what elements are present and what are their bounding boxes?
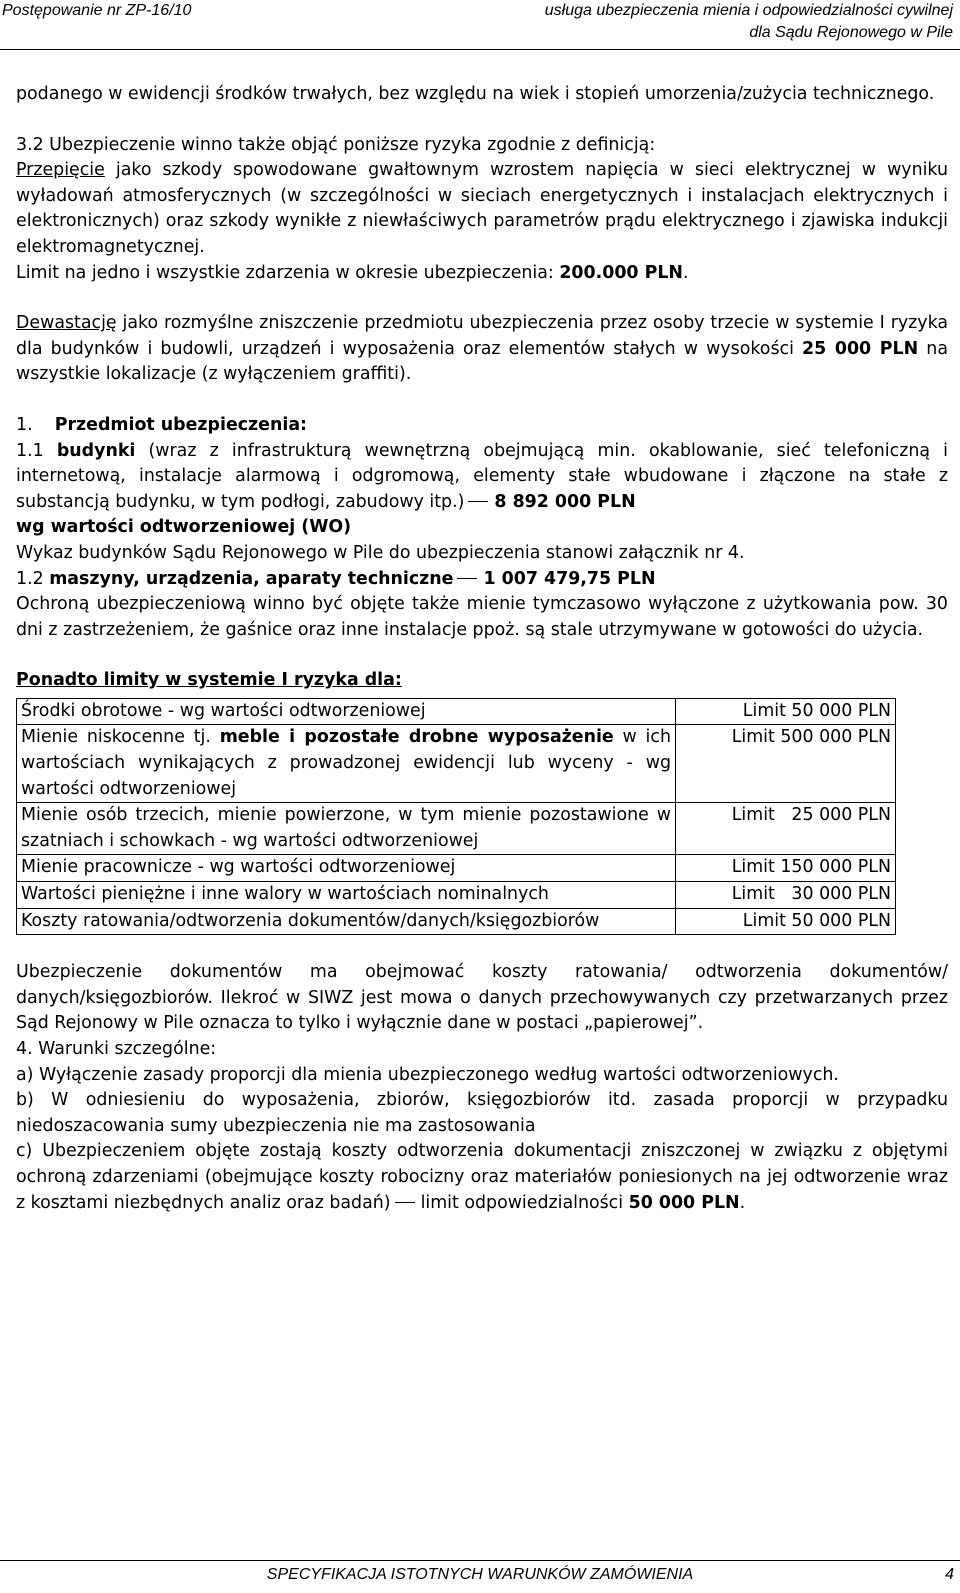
limit-value: Limit 50 000 PLN <box>676 698 896 725</box>
header-client: dla Sądu Rejonowego w Pile <box>749 24 953 41</box>
section-1-title: Przedmiot ubezpieczenia: <box>54 414 308 435</box>
header-rule <box>0 49 960 50</box>
condition-c: c) Ubezpieczeniem objęte zostają koszty odtworzenia dokumentacji zniszczonej w związku z objętymi ochroną zdarzeniami (obejmujące koszty robocizny oraz materiałów poniesionych na jej odtworzenie wraz z kosztami niezbędnych analiz oraz badań) limit odpowiedzialności 50 000 PLN. <box>16 1141 948 1213</box>
buildings-item: 1.1 budynki (wraz z infrastrukturą wewnętrzną obejmującą min. okablowanie, sieć telefoniczną i internetową, instalacje alarmową i odgromową, elementy stałe wbudowane i złączone na stałe z substancją budynku, w tym podłogi, zabudowy itp.) 8 892 000 PLN <box>16 440 948 512</box>
limit-value: Limit 30 000 PLN <box>676 882 896 909</box>
table-row <box>17 882 896 909</box>
vandalism-definition: Dewastację jako rozmyślne zniszczenie przedmiotu ubezpieczenia przez osoby trzecie w systemie I ryzyka dla budynków i budowli, urządzeń i wyposażenia oraz elementów stałych w wysokości 25 000 PLN na wszystkie lokalizacje (z wyłączeniem graffiti). <box>16 313 948 385</box>
dash <box>468 501 488 502</box>
limit-value: Limit 150 000 PLN <box>676 855 896 882</box>
document-body <box>16 82 948 1216</box>
limit-description: Mienie osób trzecich, mienie powierzone, w tym mienie pozostawione w szatniach i schowkach - wg wartości odtworzeniowej <box>17 803 676 855</box>
machines-label: maszyny, urządzenia, aparaty techniczne <box>49 568 454 589</box>
page-header <box>0 0 960 54</box>
section-4-title: 4. Warunki szczególne: <box>16 1039 217 1059</box>
condition-c-value: 50 000 PLN <box>628 1192 740 1213</box>
surge-limit: Limit na jedno i wszystkie zdarzenia w okresie ubezpieczenia: 200.000 PLN. <box>16 262 689 283</box>
page-footer <box>0 1560 960 1593</box>
vandalism-limit-value: 25 000 PLN <box>802 338 919 359</box>
header-service-title: usługa ubezpieczenia mienia i odpowiedzialności cywilnej <box>544 2 953 19</box>
header-procedure-number: Postępowanie nr ZP-16/10 <box>2 2 192 19</box>
limit-description: Środki obrotowe - wg wartości odtworzeniowej <box>17 698 676 725</box>
footer-title: SPECYFIKACJA ISTOTNYCH WARUNKÓW ZAMÓWIENIA <box>266 1566 694 1583</box>
surge-limit-value: 200.000 PLN <box>559 262 683 283</box>
table-row <box>17 698 896 725</box>
table-row <box>17 855 896 882</box>
condition-b: b) W odniesieniu do wyposażenia, zbiorów, księgozbiorów itd. zasada proporcji w przypadku niedoszacowania sumy ubezpieczenia nie ma zastosowania <box>16 1090 948 1136</box>
machines-item: 1.2 maszyny, urządzenia, aparaty techniczne 1 007 479,75 PLN <box>16 568 656 589</box>
surge-text: jako szkody spowodowane gwałtownym wzrostem napięcia w sieci elektrycznej w wyniku wyładowań atmosferycznych (w szczególności w sieciach energetycznych i instalacjach elektrycznych i elektronicznych) oraz szkody wynikłe z niewłaściwych parametrów prądu elektrycznego i zjawiska indukcji elektromagnetycznej. <box>16 160 948 257</box>
limit-value: Limit 500 000 PLN <box>676 725 896 803</box>
buildings-value: 8 892 000 PLN <box>494 491 636 512</box>
vandalism-term: Dewastację <box>16 313 117 334</box>
footer-rule <box>0 1560 960 1561</box>
page-number: 4 <box>945 1566 954 1583</box>
machines-value: 1 007 479,75 PLN <box>483 568 656 589</box>
limit-value: Limit 25 000 PLN <box>676 803 896 855</box>
dash <box>457 578 477 579</box>
limits-table <box>16 698 896 935</box>
condition-a: a) Wyłączenie zasady proporcji dla mienia ubezpieczonego według wartości odtworzeniowych. <box>16 1064 839 1085</box>
buildings-list-note: Wykaz budynków Sądu Rejonowego w Pile do ubezpieczenia stanowi załącznik nr 4. <box>16 542 745 563</box>
table-row <box>17 908 896 935</box>
limits-heading: Ponadto limity w systemie I ryzyka dla: <box>16 670 402 691</box>
limit-description: Mienie niskocenne tj. meble i pozostałe drobne wyposażenie w ich wartościach wynikających z prowadzonej ewidencji lub wyceny - wg wartości odtworzeniowej <box>17 725 676 803</box>
table-row <box>17 803 896 855</box>
surge-definition <box>16 158 948 260</box>
dash <box>395 1202 415 1203</box>
surge-term: Przepięcie <box>16 160 105 181</box>
documents-paragraph: Ubezpieczenie dokumentów ma obejmować koszty ratowania/ odtworzenia dokumentów/ danych/księgozbiorów. Ilekroć w SIWZ jest mowa o danych przechowywanych czy przetwarzanych przez Sąd Rejonowy w Pile oznacza to tylko i wyłącznie dane w postaci „papierowej”. <box>16 962 948 1034</box>
limit-value: Limit 50 000 PLN <box>676 908 896 935</box>
section-1-heading: 1. Przedmiot ubezpieczenia: <box>16 414 308 435</box>
limit-description: Wartości pieniężne i inne walory w wartościach nominalnych <box>17 882 676 909</box>
table-row <box>17 725 896 803</box>
buildings-label: budynki <box>56 440 136 461</box>
limit-description: Koszty ratowania/odtworzenia dokumentów/danych/księgozbiorów <box>17 908 676 935</box>
limit-description: Mienie pracownicze - wg wartości odtworzeniowej <box>17 855 676 882</box>
buildings-basis: wg wartości odtworzeniowej (WO) <box>16 517 352 538</box>
section-3-2-lead: 3.2 Ubezpieczenie winno także objąć poniższe ryzyka zgodnie z definicją: <box>16 134 656 155</box>
temporary-exclusion-note: Ochroną ubezpieczeniową winno być objęte także mienie tymczasowo wyłączone z użytkowania pow. 30 dni z zastrzeżeniem, że gaśnice oraz inne instalacje ppoż. są stale utrzymywane w gotowości do użycia. <box>16 594 948 640</box>
intro-paragraph: podanego w ewidencji środków trwałych, bez względu na wiek i stopień umorzenia/zużycia technicznego. <box>16 84 935 104</box>
